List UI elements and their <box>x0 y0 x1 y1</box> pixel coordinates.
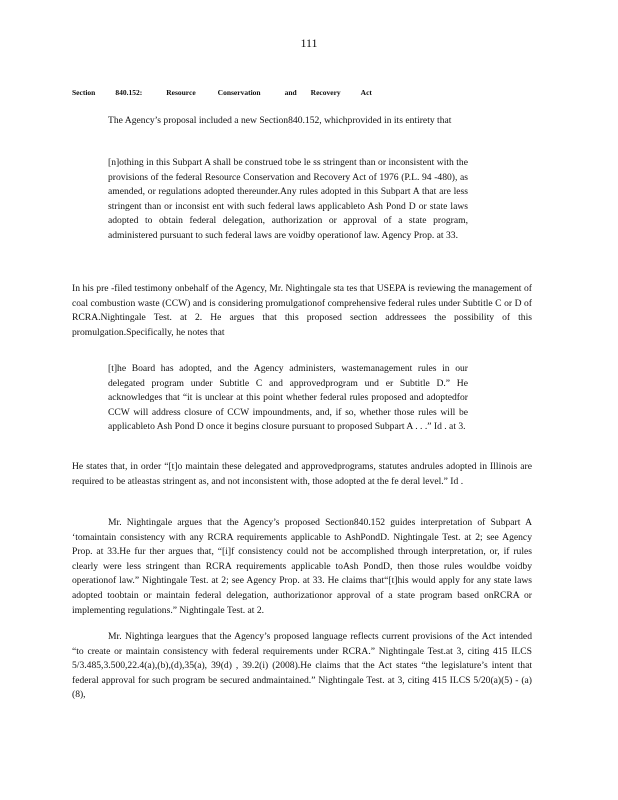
section-heading <box>72 88 372 97</box>
block-quote-board: [t]he Board has adopted, and the Agency administers, wastemanagement rules in our delegated program under Subtitle C and approvedprogram und er Subtitle D.” He acknowledges that “it is unclear at this point whether federal rules proposed and adoptedfor CCW will address closure of CCW impoundments, and, if so, whether those rules will be applicableto Ash Pond D once it begins closure pursuant to proposed Subpart A . . .” Id . at 3. <box>108 363 468 433</box>
section-number: 840.152: <box>115 88 143 97</box>
paragraph-intro: The Agency’s proposal included a new Section840.152, whichprovided in its entirety that <box>108 115 452 126</box>
paragraph-interpretation: Mr. Nightingale argues that the Agency’s proposed Section840.152 guides interpretation of Subpart A ‘tomaintain consistency with any RCRA requirements applicable to AshPondD. Nightingale Test. at 2; see Agency Prop. at 33.He fur ther argues that, “[i]f consistency could not be accomplished through interpretation, or, if rules clearly were less stringent than RCRA requirements applicable toAsh PondD, then those rules wouldbe voidby operationof law.” Nightingale Test. at 2; see Agency Prop. at 33. He claims that“[t]his would apply for any state laws adopted toobtain or maintain federal delegation, authorizationor approval of a state program based onRCRA or implementing regulations.” Nightingale Test. at 2. <box>72 517 532 616</box>
block-quote-proposal: [n]othing in this Subpart A shall be construed tobe le ss stringent than or inconsistent with the provisions of the federal Resource Conservation and Recovery Act of 1976 (P.L. 94 -480), as amended, or regulations adopted thereunder.Any rules adopted in this Subpart A that are less stringent than or inconsist ent with such federal laws applicableto Ash Pond D or state laws adopted to obtain federal delegation, authorization or approval of a state program, administered pursuant to such federal laws are voidby operationof law. Agency Prop. at 33. <box>108 157 468 241</box>
paragraph-maintain: He states that, in order “[t]o maintain these delegated and approvedprograms, statutes andrules adopted in Illinois are required to be atleastas stringent as, and not inconsistent with, those adopted at the fe deral level.” Id . <box>72 461 532 487</box>
section-title-word: Resource <box>166 88 196 97</box>
section-title-word: and <box>284 88 297 97</box>
section-label: Section <box>72 88 96 97</box>
section-title-word: Conservation <box>217 88 261 97</box>
paragraph-testimony: In his pre -filed testimony onbehalf of the Agency, Mr. Nightingale sta tes that USEPA is reviewing the management of coal combustion waste (CCW) and is considering promulgationof comprehensive federal rules under Subtitle C or D of RCRA.Nightingale Test. at 2. He argues that this proposed section addressees the possibility of this promulgation.Specifically, he notes that <box>72 283 532 338</box>
section-title-word: Act <box>360 88 372 97</box>
paragraph-provisions: Mr. Nightinga leargues that the Agency’s proposed language reflects current provisions of the Act intended “to create or maintain consistency with federal requirements under RCRA.” Nightingale Test.at 3, citing 415 ILCS 5/3.485,3.500,22.4(a),(b),(d),35(a), 39(d) , 39.2(i) (2008).He claims that the Act states “the legislature’s intent that federal approval for such program be secured andmaintained.” Nightingale Test. at 3, citing 415 ILCS 5/20(a)(5) - (a)(8), <box>72 631 532 701</box>
section-title-word: Recovery <box>310 88 341 97</box>
page-number: 111 <box>300 36 318 50</box>
